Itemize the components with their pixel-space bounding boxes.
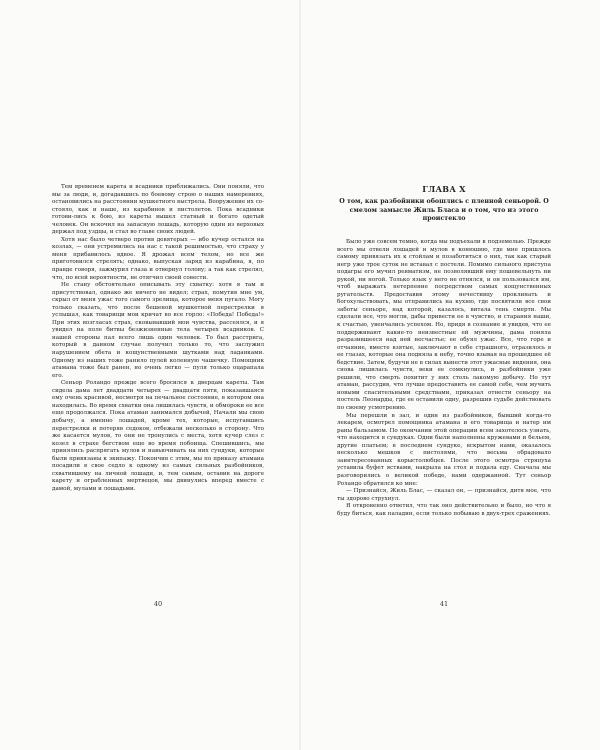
paragraph: Я откровенно ответил, что так оно действительно и было, но что я буду биться, как паладин, если только побываю в двух-трех сражениях.	[337, 503, 551, 517]
chapter-heading	[337, 184, 551, 224]
paragraph: Тем временем карета и всадники приближались. Они поняли, что мы за люди, и, догадавшись по боевому строю о наших намерениях, остановились на расстоянии мушкетного выстрела. Вооружение их со-стояло, как и наше, из карабинов и пистолетов. Пока всадники готови-лись к бою, из кареты вышел статный и богато одетый человек. Он вскочил на запасную лошадь, которую один из верховых держал под уздцы, и стал во главе своих людей.	[52, 184, 264, 236]
chapter-subtitle: О том, как разбойники обошлись с пленной сеньорой. О смелом замысле Жиль Бласа и о том, что из этого проистекло	[339, 198, 549, 223]
page-number-left: 40	[153, 600, 163, 608]
chapter-title: ГЛАВА X	[422, 184, 466, 194]
page-number-right: 41	[439, 600, 449, 608]
paragraph: Хотя нас было четверо против девятерых — ибо кучер остался на козлах, — они устремились на нас с такой решимостью, что страху у меня прибавилось вдвое. Я дрожал всем телом, но все же приготовился стрелять; однако, выпуская заряд из карабина, я, по правде говоря, зажмурил глаза и отвернул голову; а так как стрелял, что, по всей вероятности, не отягчил своей совести.	[52, 236, 264, 281]
paragraph: — Признайся, Жиль Блас, — сказал он, — признайся, дитя мое, что ты здорово струхнул.	[337, 488, 551, 502]
left-page	[0, 0, 299, 750]
right-page	[301, 0, 600, 750]
left-text-block	[52, 184, 264, 493]
paragraph: Сеньор Роландо прежде всего бросился к дверцам кареты. Там сидела дама лет двадцати четырех — двадцати пяти, показавшаяся ему очень красивой, несмотря на печальное состояние, в котором она находилась. Во время схватки она лишилась чувств, и обмороки ее все еще продолжался. Пока атаман занимался добычей, Начали мы свою добычу, а именно лошадей, кроме тех, которые, испугавшись перестрелки и потеряв седоков, отбежали несколько в сторону. Что же касается мулов, то они не тронулись с места, хотя кучер слез с козел в страхе бегством еще во время побоища. Спешившись, мы принялись распрягать мулов и навьючивать на них сундуки, которые были привязаны к экипажу. Покончив с этим, мы по приказу атамана посадили в свое седло к одному из самых сильных разбойников, схватившему на личной лошади, и, тем самым, оставив на дороге карету и ограбленных мертвецов, мы двинулись вперед вместе с дамой, мулами и лошадьми.	[52, 380, 264, 492]
paragraph: Не стану обстоятельно описывать эту схватку: хотя я там и присутствовал, однако же ничего не видел; страх, помутив мне ум, скрыл от меня ужас того самого зрелища, которое меня пугало. Могу только сказать, что после бешеной мушкетной перестрелки я услышал, как товарищи мои кричат во все горло: «Победа! Победа!» При этих возгласах страх, сковывавший мои чувства, рассеялся, и я увидел на поле битвы безжизненные тела четырех всадников. С нашей стороны пал всего лишь один человек. То был расстрига, который в данном случае получил только то, что заслужил нарушением обета и кощунственными шутками над ладанками. Одному из наших тоже ранило пулей коленную чашечку. Помощник атамана тоже был ранен, но очень легко — пуля только оцарапала его.	[52, 282, 264, 379]
paragraph: Мы перешли в зал, и один из разбойников, бывший когда-то лекарем, осмотрел помощника атамана и его товарища и натер им раны бальзамом. По окончании этой операции всем захотелось узнать, что находится в сундуках. Одни были наполнены кружевами и бельем, другие платьем; в последнем сундуке, вскрытом нами, оказалось несколько мешков с пистолями, что весьма обрадовало заинтересованных корыстолюбцев. После этого осмотра стряпуха уставила буфет яствами, накрыла на стол и подала еду. Сначала мы разговорились о великой победе, нами одержанной. Тут сеньор Роландо обратился ко мне:	[337, 412, 551, 487]
right-text-block	[337, 239, 551, 518]
paragraph: Было уже совсем темно, когда мы подъехали к подземелью. Прежде всего мы отвели лошадей и мулов в конюшню, где мне пришлось самому привязать их к стойлам и позаботиться о них, так как старый негр уже трое суток не вставал с постели. Помимо сильного приступа подагры его мучил ревматизм, не позволявший ему пошевельнуть ни рукой, ни ногой. Только язык у него не отнялся, и он пользовался им, чтоб выражать нетерпение посредством самых кощунственных ругательств. Предоставив этому нечестивцу проклинать и богохульствовать, мы отправились на кухню, где посвятили все свои заботы сеньоре, над которой, казалось, витала тень смерти. Мы сделали все, что могли, дабы привести ее в чувство, и старания наши, к счастью, увенчались успехом. Но, придя в сознание и увидев, что ее поддерживают какие-то неизвестные ей мужчины, дама поняла разразившееся над ней несчастье; ее обуял ужас. Все, что горе и отчаяние, вместе взятые, заключают в себе страшного, отразилось в ее глазах, которые она подняла к небу, точно взывая на прошедшее её бедствие. Затем, будучи не в силах вынести этот ужасные видения, она снова лишилась чувств, веки ее сомкнулись, и разбойники уже решили, что смерть похитит у них столь лакомую добычу. Но тут атаман, рассудив, что лучше предоставить ее самой себе, чем мучить новыми спасительными средствами, приказал отнести сеньору на постель Леонарды, где ее оставили одну, разрешив судьбе действовать по своему усмотрению.	[337, 239, 551, 412]
